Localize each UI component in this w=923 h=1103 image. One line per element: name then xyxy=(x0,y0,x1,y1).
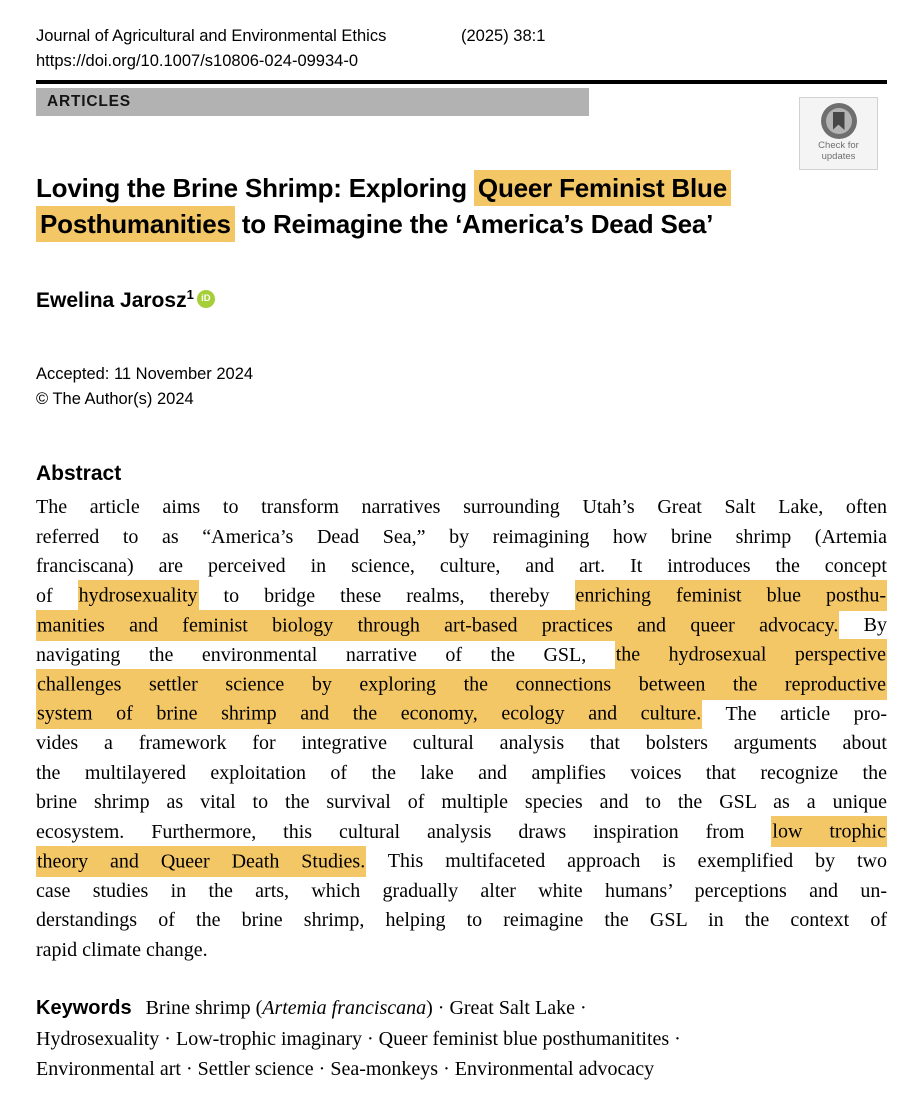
text-segment: Loving the Brine Shrimp: Exploring xyxy=(36,173,474,203)
article-meta xyxy=(36,362,887,411)
articles-banner xyxy=(36,88,589,116)
article-title xyxy=(36,170,887,242)
abstract-line xyxy=(36,847,887,877)
text-segment: Artemia franciscana xyxy=(262,997,427,1019)
orcid-icon[interactable]: iD xyxy=(197,290,215,308)
keywords-block xyxy=(36,993,887,1085)
text-segment: referred to as “America’s Dead Sea,” by reimagining how brine shrimp (Artemia xyxy=(36,525,887,548)
abstract-line xyxy=(36,818,887,848)
abstract-line xyxy=(36,700,887,730)
text-segment: franciscana) are perceived in science, culture, and art. It introduces the concept xyxy=(36,555,887,577)
bookmark-circle-icon xyxy=(821,103,857,139)
journal-title: Journal of Agricultural and Environmental Ethics xyxy=(36,27,387,45)
doi-link[interactable]: https://doi.org/10.1007/s10806-024-09934-0 xyxy=(36,52,358,70)
abstract-line xyxy=(36,906,887,936)
text-segment: brine shrimp as vital to the survival of multiple species and to the GSL as a unique xyxy=(36,791,887,813)
text-segment: vides a framework for integrative cultural analysis that bolsters arguments about xyxy=(36,732,887,754)
highlighted-text: Posthumanities xyxy=(36,206,235,242)
text-segment: of xyxy=(36,584,78,607)
highlighted-text: system of brine shrimp and the economy, ecology and culture. xyxy=(36,698,702,729)
keywords-line xyxy=(36,1024,887,1055)
text-segment: Keywords xyxy=(36,997,132,1019)
highlighted-text: low trophic xyxy=(771,816,887,847)
accepted-date: Accepted: 11 November 2024 xyxy=(36,365,254,383)
abstract-line xyxy=(36,788,887,818)
copyright-line: © The Author(s) 2024 xyxy=(36,389,194,408)
abstract-line xyxy=(36,641,887,671)
keywords-line xyxy=(36,1054,887,1085)
highlighted-text: hydrosexuality xyxy=(78,580,199,611)
abstract-line xyxy=(36,582,887,612)
article-title-line xyxy=(36,206,887,242)
abstract-line xyxy=(36,936,887,966)
text-segment: navigating the environmental narrative of the GSL, xyxy=(36,643,615,666)
abstract-line xyxy=(36,877,887,907)
page-header xyxy=(36,24,887,74)
highlighted-text: the hydrosexual perspective xyxy=(615,639,887,670)
abstract-line xyxy=(36,523,887,553)
highlighted-text: manities and feminist biology through art-based practices and queer advocacy. xyxy=(36,610,839,641)
journal-issue: (2025) 38:1 xyxy=(461,27,546,45)
abstract-line xyxy=(36,729,887,759)
highlighted-text: Queer Feminist Blue xyxy=(474,170,731,206)
check-for-updates-label: Check for updates xyxy=(818,140,859,162)
text-segment: By xyxy=(839,614,887,636)
article-title-line xyxy=(36,170,887,206)
text-segment: Hydrosexuality · Low-trophic imaginary · Queer feminist blue posthumanitites · xyxy=(36,1027,681,1050)
check-for-updates-badge[interactable] xyxy=(799,97,878,170)
abstract-line xyxy=(36,670,887,700)
abstract-body xyxy=(36,493,887,965)
text-segment: to Reimagine the ‘America’s Dead Sea’ xyxy=(234,209,714,239)
author-line xyxy=(36,282,887,314)
text-segment: rapid climate change. xyxy=(36,938,208,961)
divider-rule xyxy=(36,80,887,84)
author-affiliation-superscript: 1 xyxy=(186,287,194,302)
text-segment: Brine shrimp ( xyxy=(145,997,263,1019)
author-name: Ewelina Jarosz xyxy=(36,289,187,312)
abstract-heading: Abstract xyxy=(36,462,122,485)
highlighted-text: theory and Queer Death Studies. xyxy=(36,846,366,877)
abstract-line xyxy=(36,493,887,523)
highlighted-text: challenges settler science by exploring the connections between the reproductive xyxy=(36,669,887,700)
text-segment: This multifaceted approach is exemplified by two xyxy=(366,850,888,872)
text-segment: The article pro- xyxy=(702,702,888,725)
keywords-line xyxy=(36,993,887,1024)
highlighted-text: enriching feminist blue posthu- xyxy=(575,580,887,611)
text-segment: Environmental art · Settler science · Sea-monkeys · Environmental advocacy xyxy=(36,1058,655,1080)
abstract-line xyxy=(36,759,887,789)
text-segment: the multilayered exploitation of the lake and amplifies voices that recognize the xyxy=(36,761,887,784)
abstract-line xyxy=(36,611,887,641)
text-segment: ecosystem. Furthermore, this cultural analysis draws inspiration from xyxy=(36,820,772,843)
text-segment: The article aims to transform narratives surrounding Utah’s Great Salt Lake, often xyxy=(36,496,887,518)
abstract-line xyxy=(36,552,887,582)
text-segment: to bridge these realms, thereby xyxy=(198,584,575,607)
text-segment: ) · Great Salt Lake · xyxy=(426,997,587,1019)
text-segment: case studies in the arts, which gradually alter white humans’ perceptions and un- xyxy=(36,879,887,902)
text-segment: derstandings of the brine shrimp, helping to reimagine the GSL in the context of xyxy=(36,909,887,931)
articles-banner-label: ARTICLES xyxy=(47,93,131,110)
